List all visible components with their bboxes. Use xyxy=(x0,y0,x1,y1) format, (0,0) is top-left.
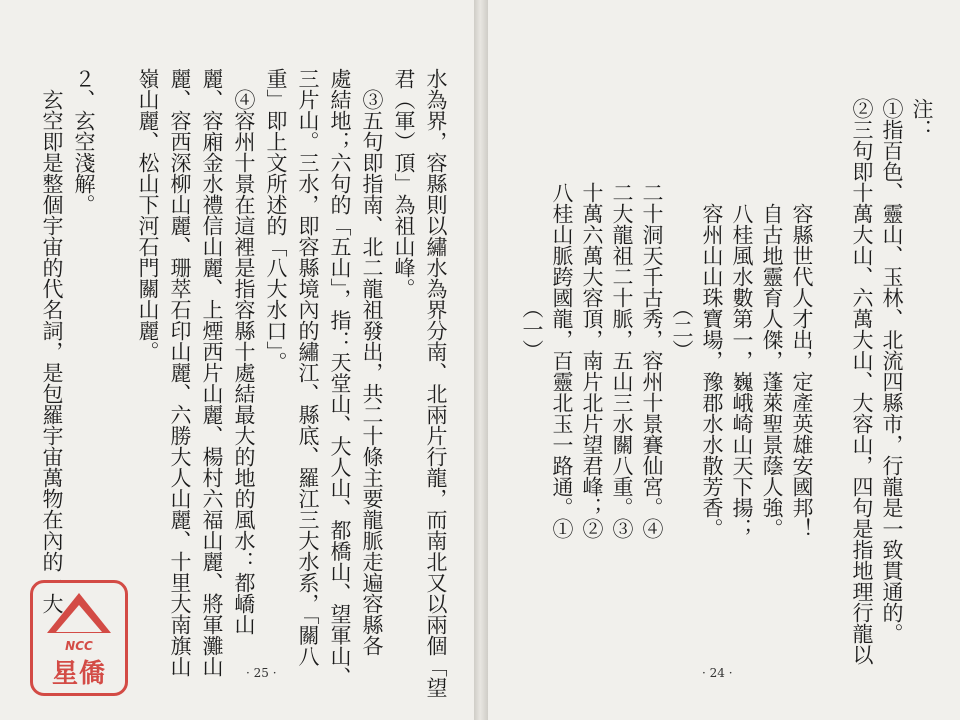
text-column: 注： xyxy=(910,98,934,140)
text-column: 二大龍祖二十脈，五山三水關八重。③ xyxy=(610,98,634,539)
text-column: ①指百色、靈山、玉林、北流四縣市，行龍是一致貫通的。 xyxy=(880,98,904,644)
text-column: （一） xyxy=(520,98,544,361)
text-column: 二十洞天千古秀，容州十景賽仙宮。④ xyxy=(640,98,664,539)
text-column: 重」即上文所述的「八大水口」。 xyxy=(264,68,288,373)
text-column: 水為界，容縣則以繡水為界分南、北兩片行龍，而南北又以兩個「望 xyxy=(424,68,448,698)
text-column: 容州山山珠寶場，豫郡水水散芳香。 xyxy=(700,98,724,539)
text-column: ２、玄空淺解。 xyxy=(72,68,96,215)
seal-brand: NCC xyxy=(65,639,93,653)
text-column: （二） xyxy=(670,98,694,361)
text-column: ④容州十景在這裡是指容縣十處結最大的地的風水：都嶠山 xyxy=(232,68,256,635)
text-column: ②三句即十萬大山、六萬大山、大容山，四句是指地理行龍以 xyxy=(850,98,874,665)
text-column: 玄空即是整個宇宙的代名詞，是包羅宇宙萬物在內的一大 xyxy=(40,68,64,614)
text-column: 君（軍）頂」為祖山峰。 xyxy=(392,68,416,299)
text-column: 八桂風水數第一，巍峨崎山天下揚； xyxy=(730,98,754,539)
text-column: 三片山。三水，即容縣境內的繡江、縣底、羅江三大水系，「關八 xyxy=(296,68,320,667)
text-column: 十萬六萬大容頂，南片北片望君峰；② xyxy=(580,98,604,539)
page-number-left: · 25 · xyxy=(246,666,277,680)
text-column: 八桂山脈跨國龍，百靈北玉一路通。① xyxy=(550,98,574,539)
right-page xyxy=(488,0,960,720)
text-column: 自古地靈育人傑，蓬萊聖景蔭人強。 xyxy=(760,98,784,539)
text-column: 麗、容西深柳山麗、珊萃石印山麗、六勝大人山麗、十里大南旗山 xyxy=(168,68,192,677)
text-column: 嶺山麗、松山下河石門關山麗。 xyxy=(136,68,160,362)
text-column: 麗、容廂金水禮信山麗、上煙西片山麗、楊村六福山麗、將軍灘山 xyxy=(200,68,224,677)
book-gutter xyxy=(474,0,488,720)
page-number-right: · 24 · xyxy=(702,666,733,680)
publisher-seal xyxy=(30,580,128,696)
text-column: 容縣世代人才出，定產英雄安國邦！ xyxy=(790,98,814,539)
text-column: 處結地；六句的「五山」，指：天堂山、大人山、都橋山、望軍山、 xyxy=(328,68,352,688)
seal-name: 星僑 xyxy=(51,659,106,689)
text-column: ③五句即指南、北二龍祖發出，共二十條主要龍脈走遍容縣各 xyxy=(360,68,384,656)
